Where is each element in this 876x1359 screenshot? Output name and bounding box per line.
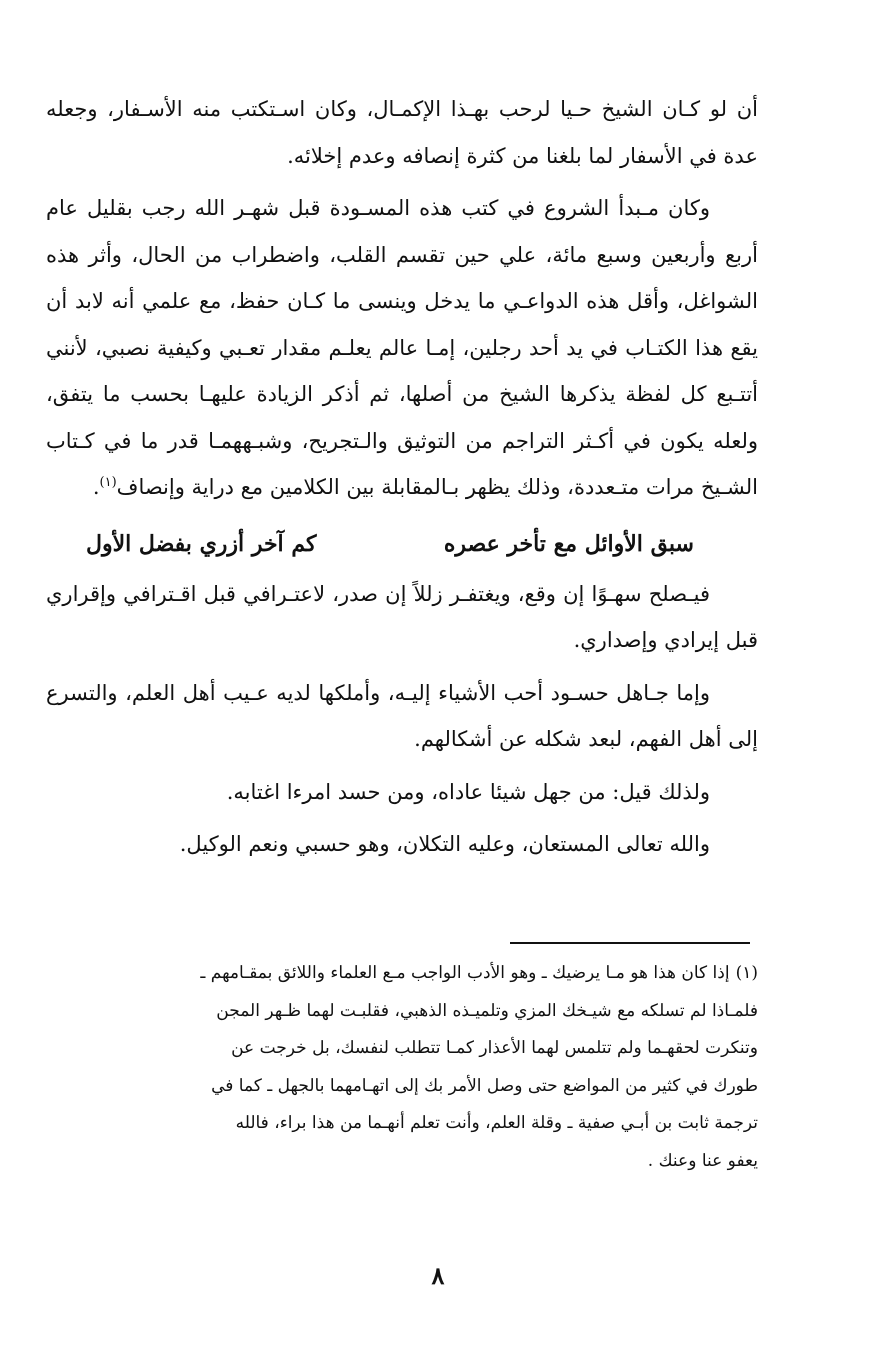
footnote-separator bbox=[510, 942, 750, 944]
footnote-reference[interactable]: (١) bbox=[99, 475, 117, 490]
body-text bbox=[46, 86, 758, 874]
poetry-verse bbox=[86, 517, 694, 571]
footnote-line: وتنكرت لحقهـما ولم تتلمس لهما الأعذار كمـا تتطلب لنفسك، بل خرجت عن bbox=[231, 1038, 758, 1058]
footnote bbox=[48, 955, 758, 1180]
footnote-line bbox=[48, 955, 758, 993]
paragraph-6: والله تعالى المستعان، وعليه التكلان، وهو حسبي ونعم الوكيل. bbox=[179, 832, 710, 856]
paragraph-3: فيـصلح سهـوًا إن وقع، ويغتفـر زللاً إن صدر، لاعتـرافي قبل اقـترافي وإقراري قبل إيرادي وإصداري. bbox=[46, 581, 758, 652]
paragraph-2-end: . bbox=[92, 475, 100, 499]
paragraph-1: أن لو كـان الشيخ حـيا لرحب بهـذا الإكمـال، وكان اسـتكتب منه الأسـفار، وجعله عدة في الأسفار لما بلغنا من كثرة إنصافه وعدم إخلائه. bbox=[46, 97, 758, 168]
paragraph-2 bbox=[46, 185, 758, 511]
footnote-number: (١) bbox=[735, 963, 758, 983]
footnote-line-text: إذا كان هذا هو مـا يرضيك ـ وهو الأدب الواجب مـع العلماء واللائق بمقـامهم ـ bbox=[200, 963, 730, 983]
paragraph-5: ولذلك قيل: من جهل شيئا عاداه، ومن حسد امرءا اغتابه. bbox=[226, 779, 710, 804]
page-number: ٨ bbox=[431, 1261, 445, 1290]
paragraph-4: وإما جـاهل حسـود أحب الأشياء إليـه، وأملكها لديه عـيب أهل العلم، والتسرع إلى أهل الفهم، لبعد شكله عن أشكالهم. bbox=[46, 680, 758, 751]
footnote-line: ترجمة ثابت بن أبـي صفية ـ وقلة العلم، وأنت تعلم أنهـما من هذا براء، فالله bbox=[235, 1113, 758, 1133]
footnote-line: طورك في كثير من المواضع حتى وصل الأمر بك إلى اتهـامهما بالجهل ـ كما في bbox=[211, 1075, 758, 1096]
paragraph-2-text: وكان مـبدأ الشروع في كتب هذه المسـودة قبل شهـر الله رجب بقليل عام أربع وأربعين وسبع مائة، علي حين تقسم القلب، واضطراب من الحال، وأثر هذه الشواغل، وأقل هذه الدواعـي ما يدخل وينسى ما كـان حفظ، مع علمي أنه لابد أن يقع هذا الكتـاب في يد أحد رجلين، إمـا عالم يعلـم مقدار تعـبي وكيفية نصبي، لأنني أتتـبع كل لفظة يذكرها الشيخ من أصلها، ثم أذكر الزيادة عليهـا بحسب ما يتفق، ولعله يكون في أكـثر التراجم من التوثيق والـتجريح، وشبـههمـا قدر ما في كـتاب الشـيخ مرات متـعددة، وذلك يظهر بـالمقابلة بين الكلامين مع دراية وإنصاف bbox=[46, 196, 758, 499]
verse-first-hemistich: سبق الأوائل مع تأخر عصره bbox=[443, 530, 694, 557]
footnote-line: يعفو عنا وعنك . bbox=[647, 1150, 758, 1171]
verse-second-hemistich: كم آخر أزري بفضل الأول bbox=[86, 530, 317, 557]
footnote-line: فلمـاذا لم تسلكه مع شيـخك المزي وتلميـذه الذهبي، فقلبـت لهما ظـهر المجن bbox=[216, 1000, 758, 1021]
